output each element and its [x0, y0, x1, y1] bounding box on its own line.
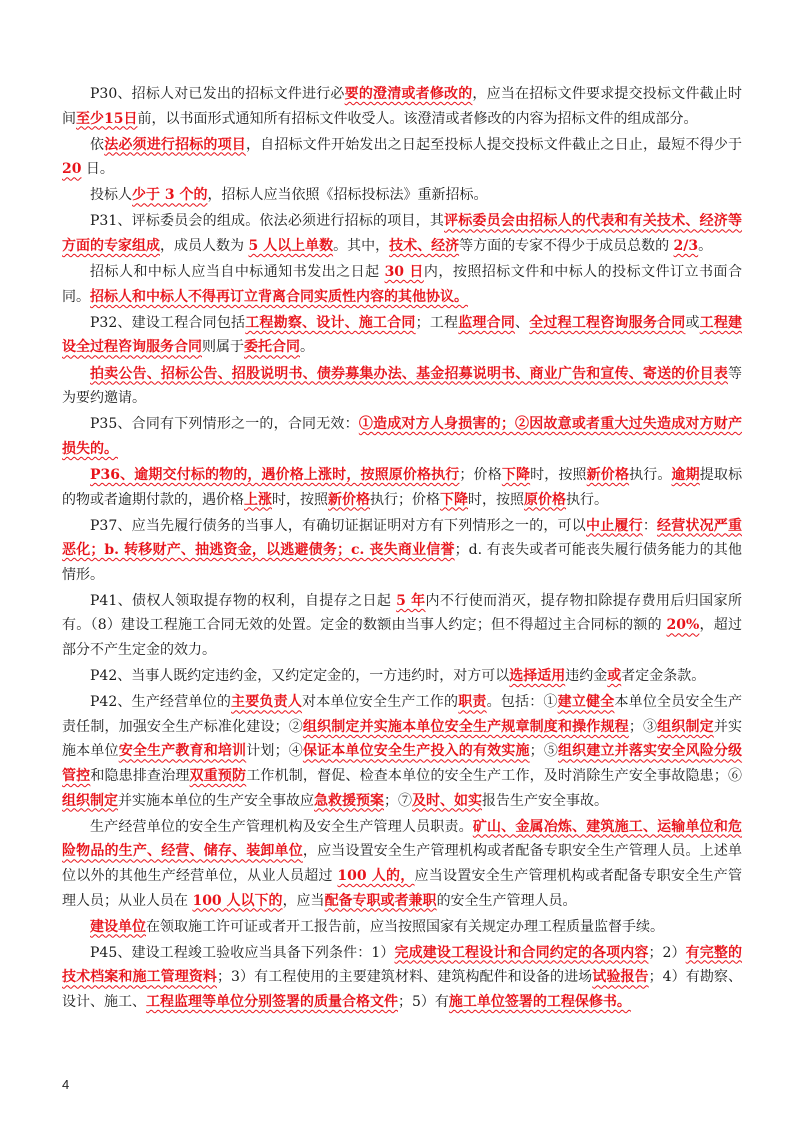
paragraph — [62, 589, 742, 663]
paragraph — [62, 133, 742, 182]
text-run: 则属于 — [202, 339, 244, 356]
paragraph — [62, 664, 742, 689]
highlighted-text: 完成建设工程设计和合同约定的各项内容 — [394, 944, 649, 961]
highlighted-text: 施工单位签署的工程保修书。 — [448, 993, 631, 1010]
highlighted-text: 评标委员会由招标人的代表和有关技术、经济等方面的专家组成 — [62, 213, 742, 255]
text-run: P35、合同有下列情形之一的，合同无效： — [90, 416, 359, 433]
highlighted-text: 监理合同 — [458, 314, 516, 331]
highlighted-text: 建立健全 — [557, 694, 615, 711]
highlighted-text: 组织制定 — [62, 792, 118, 809]
text-run: 等方面的专家不得少于成员总数的 — [459, 238, 674, 255]
text-run: P42、生产经营单位的 — [90, 694, 232, 711]
paragraph — [62, 209, 742, 258]
text-run: 工作机制，督促、检查本单位的安全生产工作，及时消除生产安全事故隐患；⑥ — [246, 768, 743, 785]
text-run: 在领取施工许可证或者开工报告前，应当按照国家有关规定办理工程质量监督手续。 — [146, 918, 664, 935]
highlighted-text: 新价格 — [328, 491, 370, 508]
paragraph — [62, 260, 742, 309]
paragraph — [62, 463, 742, 512]
text-run: ，成员人数为 — [160, 238, 249, 255]
paragraph — [62, 311, 742, 360]
text-run: P45、建设工程竣工验收应当具备下列条件：1） — [90, 944, 395, 961]
text-run: 本单位全员安全生产责任制，加强安全生产标准化建设；② — [62, 694, 743, 735]
text-run: 者定金条款。 — [621, 668, 706, 685]
text-run: 并实施本单位的生产安全事故应 — [118, 792, 314, 809]
highlighted-text: 新价格 — [586, 466, 630, 483]
highlighted-text: 20 — [62, 161, 82, 178]
text-run: ，应当在招标文件要求提交投标文件截止时间 — [62, 86, 743, 127]
highlighted-text: 30 日 — [384, 264, 424, 281]
highlighted-text: 工程监理等单位分别签署的质量合格文件 — [146, 993, 398, 1010]
text-run: 投标人 — [90, 187, 132, 204]
highlighted-text: 职责 — [458, 694, 487, 711]
paragraph — [62, 362, 742, 411]
text-run: 违约金 — [565, 668, 608, 685]
highlighted-text: 100 人以下的 — [192, 892, 283, 909]
paragraph — [62, 941, 742, 1015]
paragraph — [62, 915, 742, 940]
text-run: 。 — [300, 339, 314, 356]
highlighted-text: 上涨 — [244, 491, 272, 508]
text-run: ；⑤ — [529, 743, 558, 760]
text-run: 应当设置安全生产管理机构或者配备专职安全生产管理人员；从业人员在 — [62, 867, 742, 909]
highlighted-text: 主要负责人 — [231, 694, 303, 711]
highlighted-text: ①造成对方人身损害的；②因故意或者重大过失造成对方财产损失的。 — [62, 416, 743, 457]
text-run: 依 — [90, 136, 105, 153]
text-run: 时，按照 — [272, 491, 328, 508]
highlighted-text: 保证本单位安全生产投入的有效实施 — [302, 743, 530, 760]
text-run: ，应当设置安全生产管理机构或者配备专职安全生产管理人员。上述单位以外的其他生产经营单位，从业人员超过 — [62, 843, 743, 884]
highlighted-text: 全过程工程咨询服务合同 — [529, 314, 686, 331]
highlighted-text: 至少15日 — [76, 110, 138, 127]
text-run: ，超过部分不产生定金的效力。 — [62, 617, 743, 659]
page-body — [62, 82, 742, 1016]
highlighted-text: 组织制定 — [657, 718, 714, 735]
highlighted-text: 少于 3 个的 — [132, 187, 208, 204]
text-run: 、 — [515, 314, 530, 331]
paragraph — [62, 815, 742, 913]
highlighted-text: 工程勘察、设计、施工合同 — [245, 314, 416, 331]
highlighted-text: 原价格 — [524, 491, 566, 508]
text-run: 执行。 — [629, 466, 672, 483]
highlighted-text: 选择适用 — [509, 668, 566, 685]
highlighted-text: 委托合同 — [244, 339, 300, 356]
paragraph — [62, 514, 742, 588]
text-run: 执行。 — [566, 491, 608, 508]
paragraph — [62, 82, 742, 131]
text-run: 执行；价格 — [370, 491, 440, 508]
text-run: ；d. 有丧失或者可能丧失履行债务能力的其他情形。 — [62, 542, 742, 583]
highlighted-text: 配备专职或者兼职 — [324, 892, 437, 909]
text-run: ，应当 — [282, 892, 325, 909]
paragraph — [62, 690, 742, 813]
paragraph — [62, 183, 742, 208]
highlighted-text: 急救援预案 — [314, 792, 384, 809]
text-run: 等为要约邀请。 — [62, 365, 742, 407]
text-run: 生产经营单位的安全生产管理机构及安全生产管理人员职责。 — [90, 818, 473, 835]
paragraph — [62, 412, 742, 461]
highlighted-text: 招标人和中标人不得再订立背离合同实质性内容的其他协议。 — [90, 288, 468, 305]
highlighted-text: 下降 — [501, 466, 531, 483]
text-run: 和隐患排查治理 — [90, 768, 190, 785]
highlighted-text: 组织建立并落实安全风险分级管控 — [62, 743, 743, 785]
highlighted-text: 拍卖公告、招标公告、招股说明书、债券募集办法、基金招募说明书、商业广告和宣传、寄送的价目表 — [90, 365, 728, 382]
text-run: ；3）有工程使用的主要建筑材料、建筑构配件和设备的进场 — [217, 969, 593, 986]
highlighted-text: 2/3 — [673, 238, 699, 255]
highlighted-text: 组织制定并实施本单位安全生产规章制度和操作规程 — [302, 718, 629, 735]
text-run: 提取标的物或者逾期付款的，遇价格 — [62, 466, 743, 508]
highlighted-text: 试验报告 — [592, 969, 649, 986]
text-run: P32、建设工程合同包括 — [90, 314, 246, 331]
text-run: ，自招标文件开始发出之日起至投标人提交投标文件截止之日止，最短不得少于 — [245, 136, 743, 153]
text-run: 或 — [685, 314, 700, 331]
text-run: 招标人和中标人应当自中标通知书发出之日起 — [90, 264, 385, 281]
text-run: 报告生产安全事故。 — [482, 792, 608, 809]
text-run: P31、评标委员会的组成。依法必须进行招标的项目，其 — [90, 213, 445, 230]
page-number: 4 — [62, 1077, 70, 1092]
text-run: ，招标人应当依照《招标投标法》重新招标。 — [207, 187, 488, 204]
text-run: 内不行使而消灭，提存物扣除提存费用后归国家所有。（8）建设工程施工合同无效的处置。定金的数额由当事人约定；但不得超过主合同标的额的 — [62, 592, 742, 634]
text-run: ；⑦ — [384, 792, 412, 809]
text-run: ；价格 — [459, 466, 502, 483]
highlighted-text: 5 年 — [396, 592, 426, 609]
text-run: 时，按照 — [468, 491, 524, 508]
text-run: ；2） — [648, 944, 686, 961]
highlighted-text: 工程建设全过程咨询服务合同 — [62, 314, 743, 356]
text-run: ： — [642, 517, 658, 534]
highlighted-text: 中止履行 — [586, 517, 643, 534]
text-run: 前，以书面形式通知所有招标文件收受人。该澄清或者修改的内容为招标文件的组成部分。 — [137, 110, 698, 127]
text-run: P41、债权人领取提存物的权利，自提存之日起 — [90, 592, 397, 609]
text-run: 计划；④ — [246, 743, 303, 760]
highlighted-text: P36、逾期交付标的物的，遇价格上涨时，按照原价格执行 — [90, 466, 460, 483]
highlighted-text: 逾期 — [671, 466, 700, 483]
text-run: 。其中， — [333, 238, 390, 255]
text-run: 对本单位安全生产工作的 — [302, 694, 459, 711]
highlighted-text: 及时、如实 — [412, 792, 482, 809]
text-run: ；工程 — [415, 314, 459, 331]
highlighted-text: 双重预防 — [189, 768, 247, 785]
text-run: ；4）有勘察、设计、施工、 — [62, 969, 743, 1010]
highlighted-text: 5 人以上单数 — [248, 238, 334, 255]
text-run: 时，按照 — [530, 466, 587, 483]
highlighted-text: 要的澄清或者修改的 — [344, 86, 473, 102]
highlighted-text: 安全生产教育和培训 — [118, 743, 247, 760]
highlighted-text: 经营状况严重恶化；b. 转移财产、抽逃资金，以逃避债务；c. 丧失商业信誉 — [62, 517, 743, 559]
text-run: 内，按照招标文件和中标人的投标文件订立书面合同。 — [62, 264, 743, 305]
text-run: 。包括：① — [486, 694, 558, 711]
text-run: P42、当事人既约定违约金，又约定定金的，一方违约时，对方可以 — [90, 668, 510, 685]
highlighted-text: 法必须进行招标的项目 — [104, 136, 246, 153]
text-run: ；5）有 — [398, 993, 449, 1010]
text-run: P37、应当先履行债务的当事人，有确切证据证明对方有下列情形之一的，可以 — [90, 517, 587, 534]
highlighted-text: 100 人的， — [337, 867, 415, 884]
highlighted-text: 下降 — [440, 491, 468, 508]
text-run: 的安全生产管理人员。 — [436, 892, 577, 909]
highlighted-text: 有完整的技术档案和施工管理资料 — [62, 944, 743, 986]
highlighted-text: 矿山、金属冶炼、建筑施工、运输单位和危险物品的生产、经营、储存、装卸单位 — [62, 818, 743, 860]
text-run: 并实施本单位 — [62, 718, 743, 760]
text-run: 。 — [698, 238, 713, 255]
highlighted-text: 技术、经济 — [389, 238, 460, 255]
highlighted-text: 或 — [607, 668, 622, 685]
text-run: ；③ — [628, 718, 658, 735]
highlighted-text: 建设单位 — [90, 918, 146, 935]
text-run: 日。 — [81, 161, 114, 178]
text-run: P30、招标人对已发出的招标文件进行必 — [90, 86, 345, 102]
highlighted-text: 20% — [666, 617, 700, 634]
